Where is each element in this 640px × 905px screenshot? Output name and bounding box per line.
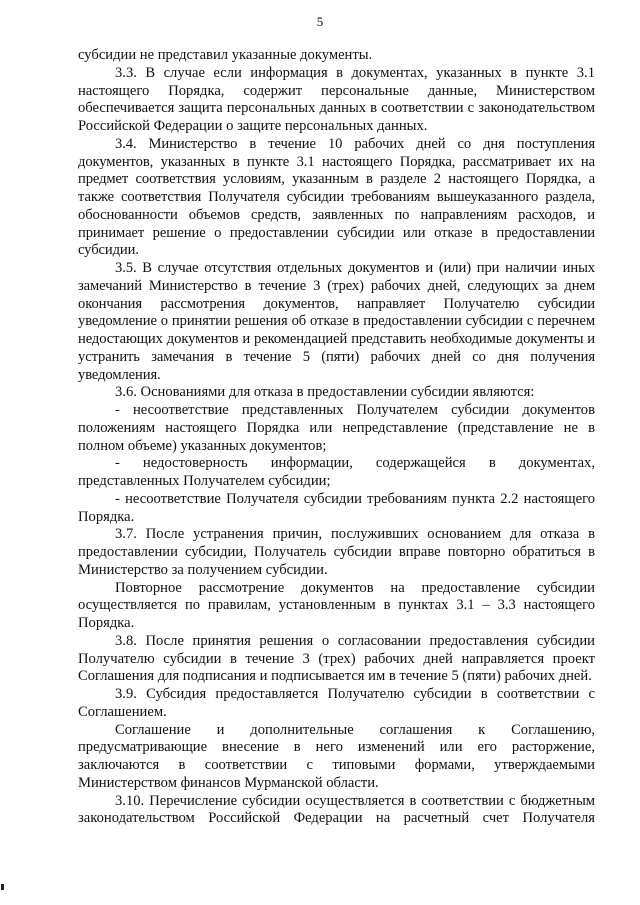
paragraph-3-9: 3.9. Субсидия предоставляется Получателю субсидии в соответствии с Соглашением. [78,686,595,720]
scan-margin-mark [1,884,4,890]
paragraph-repeat-review: Повторное рассмотрение документов на предоставление субсидии осуществляется по правилам, установленным в пунктах 3.1 – 3.3 настоящего Порядка. [78,579,595,631]
list-item-nonconformity: - несоответствие представленных Получателем субсидии документов положениям настоящего Порядка или непредставление (представление не в полном объеме) указанных документов; [78,402,595,454]
paragraph-3-7: 3.7. После устранения причин, послуживших основанием для отказа в предоставлении субсидии, Получатель субсидии вправе повторно обратиться в Министерство за получением субсидии. [78,526,595,578]
paragraph-3-3: 3.3. В случае если информация в документах, указанных в пункте 3.1 настоящего Порядка, содержит персональные данные, Министерством обеспечивается защита персональных данных в соответствии с законодательством Российской Федерации о защите персональных данных. [78,64,595,134]
paragraph-3-5: 3.5. В случае отсутствия отдельных документов и (или) при наличии иных замечаний Министерство в течение 3 (трех) рабочих дней, следующих за днем окончания рассмотрения документов, направляет Получателю субсидии уведомление о принятии решения об отказе в предоставлении субсидии с перечнем недостающих документов и рекомендацией представить необходимые документы и устранить замечания в течение 5 (пяти) рабочих дней со дня получения уведомления. [78,260,595,383]
paragraph-3-8: 3.8. После принятия решения о согласовании предоставления субсидии Получателю субсидии в течение 3 (трех) рабочих дней направляется проект Соглашения для подписания и подписывается им в течение 5 (пяти) рабочих дней. [78,632,595,685]
paragraph-continuation: субсидии не представил указанные документы. [78,47,373,63]
paragraph-3-10: 3.10. Перечисление субсидии осуществляется в соответствии с бюджетным законодательством Российской Федерации на расчетный счет Получателя [78,792,595,827]
list-item-requirements: - несоответствие Получателя субсидии требованиям пункта 2.2 настоящего Порядка. [78,490,595,525]
paragraph-agreement: Соглашение и дополнительные соглашения к Соглашению, предусматривающие внесение в него изменений или его расторжение, заключаются в соответствии с типовыми формами, утверждаемыми Министерством финансов Мурманской области. [78,721,595,791]
paragraph-3-6: 3.6. Основаниями для отказа в предоставлении субсидии являются: [115,384,535,401]
list-item-unreliability: - недостоверность информации, содержащейся в документах, представленных Получателем субсидии; [78,455,595,489]
document-body [78,47,595,828]
page-number: 5 [316,14,324,29]
paragraph-3-4: 3.4. Министерство в течение 10 рабочих дней со дня поступления документов, указанных в пункте 3.1 настоящего Порядка, рассматривает их на предмет соответствия условиям, указанным в разделе 2 настоящего Порядка, а также соответствия Получателя субсидии требованиям вышеуказанного раздела, обоснованности объемов средств, заявленных по направлениям расходов, и принимает решение о предоставлении субсидии или отказе в предоставлении субсидии. [78,135,595,259]
